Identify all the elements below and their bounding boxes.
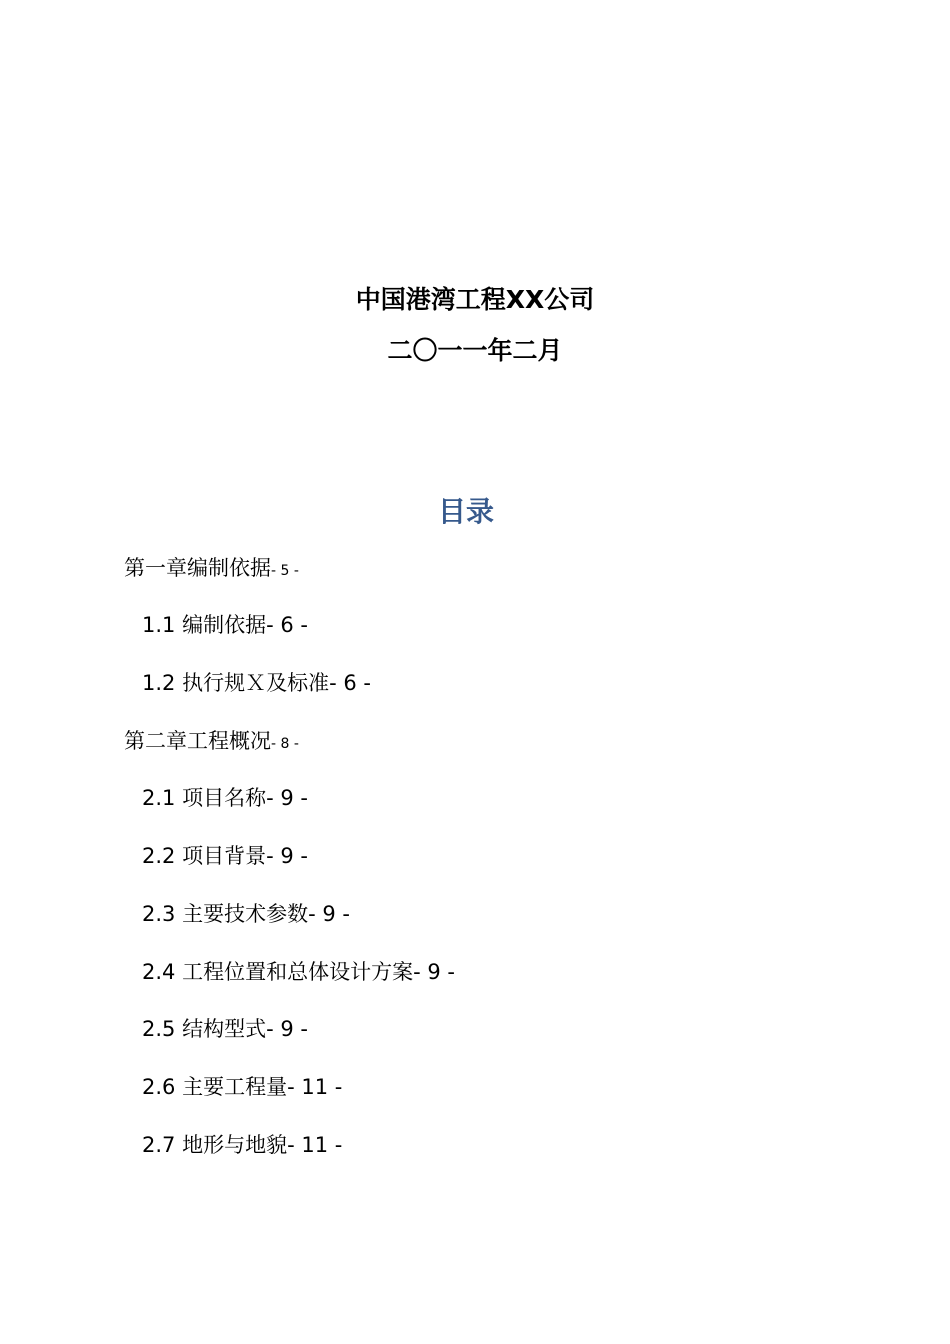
toc-entry-2-5[interactable] bbox=[142, 1014, 308, 1044]
toc-entry-page: - 9 - bbox=[266, 1017, 308, 1041]
toc-entry-chapter-1[interactable] bbox=[124, 553, 299, 586]
toc-entry-2-4[interactable] bbox=[142, 957, 455, 987]
toc-entry-label: 2.4 工程位置和总体设计方案 bbox=[142, 960, 414, 984]
toc-entry-label: 2.5 结构型式 bbox=[142, 1017, 267, 1041]
toc-entry-2-1[interactable] bbox=[142, 783, 308, 813]
toc-entry-label: 2.7 地形与地貌 bbox=[142, 1133, 288, 1157]
document-date: 二〇一一年二月 bbox=[387, 336, 563, 365]
toc-entry-label: 1.2 执行规Ｘ及标准 bbox=[142, 671, 330, 695]
toc-entry-page: - 6 - bbox=[329, 671, 371, 695]
toc-entry-label: 2.3 主要技术参数 bbox=[142, 902, 309, 926]
toc-entry-page: - 9 - bbox=[308, 902, 350, 926]
toc-entry-label: 2.1 项目名称 bbox=[142, 786, 267, 810]
toc-entry-page: - 11 - bbox=[287, 1133, 343, 1157]
toc-entry-page: - 9 - bbox=[413, 960, 455, 984]
toc-entry-page: - 8 - bbox=[271, 736, 299, 752]
toc-entry-2-3[interactable] bbox=[142, 899, 350, 929]
toc-entry-chapter-2[interactable] bbox=[124, 726, 299, 759]
toc-entry-page: - 9 - bbox=[266, 844, 308, 868]
toc-entry-page: - 5 - bbox=[271, 563, 299, 579]
toc-entry-1-2[interactable] bbox=[142, 668, 371, 698]
toc-entry-label: 2.2 项目背景 bbox=[142, 844, 267, 868]
toc-entry-page: - 11 - bbox=[287, 1075, 343, 1099]
company-name: 中国港湾工程XX公司 bbox=[355, 285, 595, 314]
toc-entry-2-6[interactable] bbox=[142, 1072, 342, 1102]
toc-entry-2-2[interactable] bbox=[142, 841, 308, 871]
toc-entry-label: 1.1 编制依据 bbox=[142, 613, 267, 637]
toc-entry-2-7[interactable] bbox=[142, 1130, 342, 1160]
toc-entry-label: 第二章工程概况 bbox=[124, 729, 271, 753]
toc-entry-page: - 6 - bbox=[266, 613, 308, 637]
toc-heading: 目录 bbox=[437, 495, 494, 528]
toc-entry-page: - 9 - bbox=[266, 786, 308, 810]
toc-entry-label: 第一章编制依据 bbox=[124, 556, 271, 580]
toc-entry-1-1[interactable] bbox=[142, 610, 308, 640]
toc-entry-label: 2.6 主要工程量 bbox=[142, 1075, 288, 1099]
